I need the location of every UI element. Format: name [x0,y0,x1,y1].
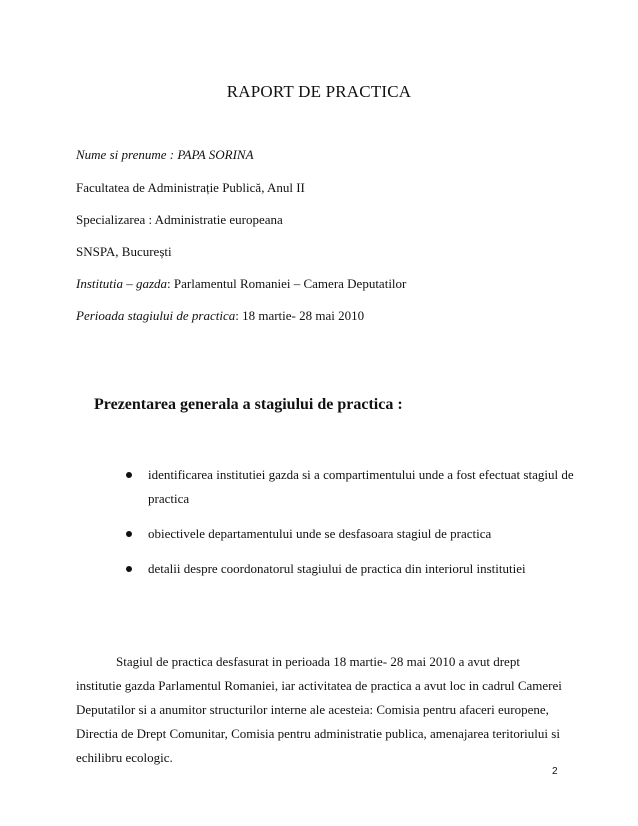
page-title: RAPORT DE PRACTICA [226,82,412,101]
internship-period-label: Perioada stagiului de practica [76,308,236,323]
bullet-icon [126,472,132,478]
bullet-icon [126,531,132,537]
bullet-list [126,463,576,581]
list-item [126,463,576,511]
section-heading: Prezentarea generala a stagiului de practica : [94,396,403,413]
bullet-text: obiectivele departamentului unde se desfasoara stagiul de practica [148,526,492,541]
bullet-icon [126,566,132,572]
specialization-line: Specializarea : Administratie europeana [76,212,283,227]
university-line: SNSPA, București [76,244,172,259]
bullet-text: identificarea institutiei gazda si a compartimentului unde a fost efectuat stagiul de practica [148,467,574,506]
body-paragraph [76,650,566,770]
list-item [126,557,576,581]
internship-period-value: : 18 martie- 28 mai 2010 [235,308,365,323]
page-number: 2 [552,766,558,777]
faculty-line: Facultatea de Administrație Publică, Anul II [76,180,305,195]
internship-period-line [76,308,364,324]
host-institution-line [76,276,406,292]
list-item [126,522,576,546]
student-name: Nume si prenume : PAPA SORINA [76,147,254,162]
bullet-text: detalii despre coordonatorul stagiului de practica din interiorul institutiei [148,561,526,576]
host-institution-label: Institutia – gazda [76,276,168,291]
paragraph-text: Stagiul de practica desfasurat in perioada 18 martie- 28 mai 2010 a avut drept institutie gazda Parlamentul Romaniei, iar activitatea de practica a avut loc in cadrul Camerei Deputatilor si a anumitor structurilor interne ale acesteia: Comisia pentru afaceri europene, Directia de Drept Comunitar, Comisia pentru administratie publica, amenajarea teritoriului si echilibru ecologic. [76,654,562,765]
host-institution-value: : Parlamentul Romaniei – Camera Deputatilor [167,276,407,291]
